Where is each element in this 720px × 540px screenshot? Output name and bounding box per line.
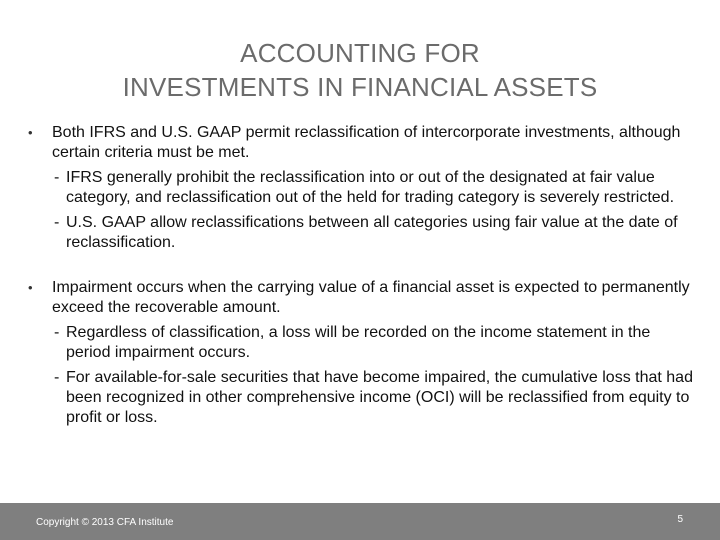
- bullet-reclassification: [26, 123, 696, 163]
- sub-bullet-marker: -: [54, 169, 60, 186]
- sub-bullet-marker: -: [54, 324, 60, 341]
- bullet-impairment: [26, 278, 696, 318]
- sub-bullet-us-gaap: [26, 213, 696, 253]
- slide-body: [26, 123, 696, 428]
- sub-bullet-text: For available-for-sale securities that have become impaired, the cumulative loss that had been recognized in other comprehensive income (OCI) will be reclassified from equity to profit or loss.: [66, 369, 693, 426]
- title-line-1: ACCOUNTING FOR: [240, 38, 480, 68]
- copyright-text: Copyright © 2013 CFA Institute: [36, 517, 174, 528]
- sub-bullet-classification: [26, 323, 696, 363]
- sub-bullet-marker: -: [54, 369, 60, 386]
- bullet-text: Impairment occurs when the carrying value of a financial asset is expected to permanently exceed the recoverable amount.: [52, 279, 690, 316]
- sub-bullet-ifrs: [26, 168, 696, 208]
- bullet-text: Both IFRS and U.S. GAAP permit reclassification of intercorporate investments, although certain criteria must be met.: [52, 124, 681, 161]
- spacer: [26, 253, 696, 278]
- footer-bar: [0, 503, 720, 540]
- sub-bullet-text: Regardless of classification, a loss will be recorded on the income statement in the period impairment occurs.: [66, 324, 651, 361]
- sub-bullet-marker: -: [54, 214, 60, 231]
- bullet-marker: •: [28, 280, 33, 295]
- sub-bullet-text: IFRS generally prohibit the reclassification into or out of the designated at fair value category, and reclassification out of the held for trading category is severely restricted.: [66, 169, 675, 206]
- bullet-marker: •: [28, 125, 33, 140]
- sub-bullet-afs: [26, 368, 696, 428]
- sub-bullet-text: U.S. GAAP allow reclassifications between all categories using fair value at the date of reclassification.: [66, 214, 678, 251]
- title-line-2: INVESTMENTS IN FINANCIAL ASSETS: [122, 72, 598, 102]
- slide-title: [40, 36, 680, 104]
- page-number: 5: [677, 514, 683, 525]
